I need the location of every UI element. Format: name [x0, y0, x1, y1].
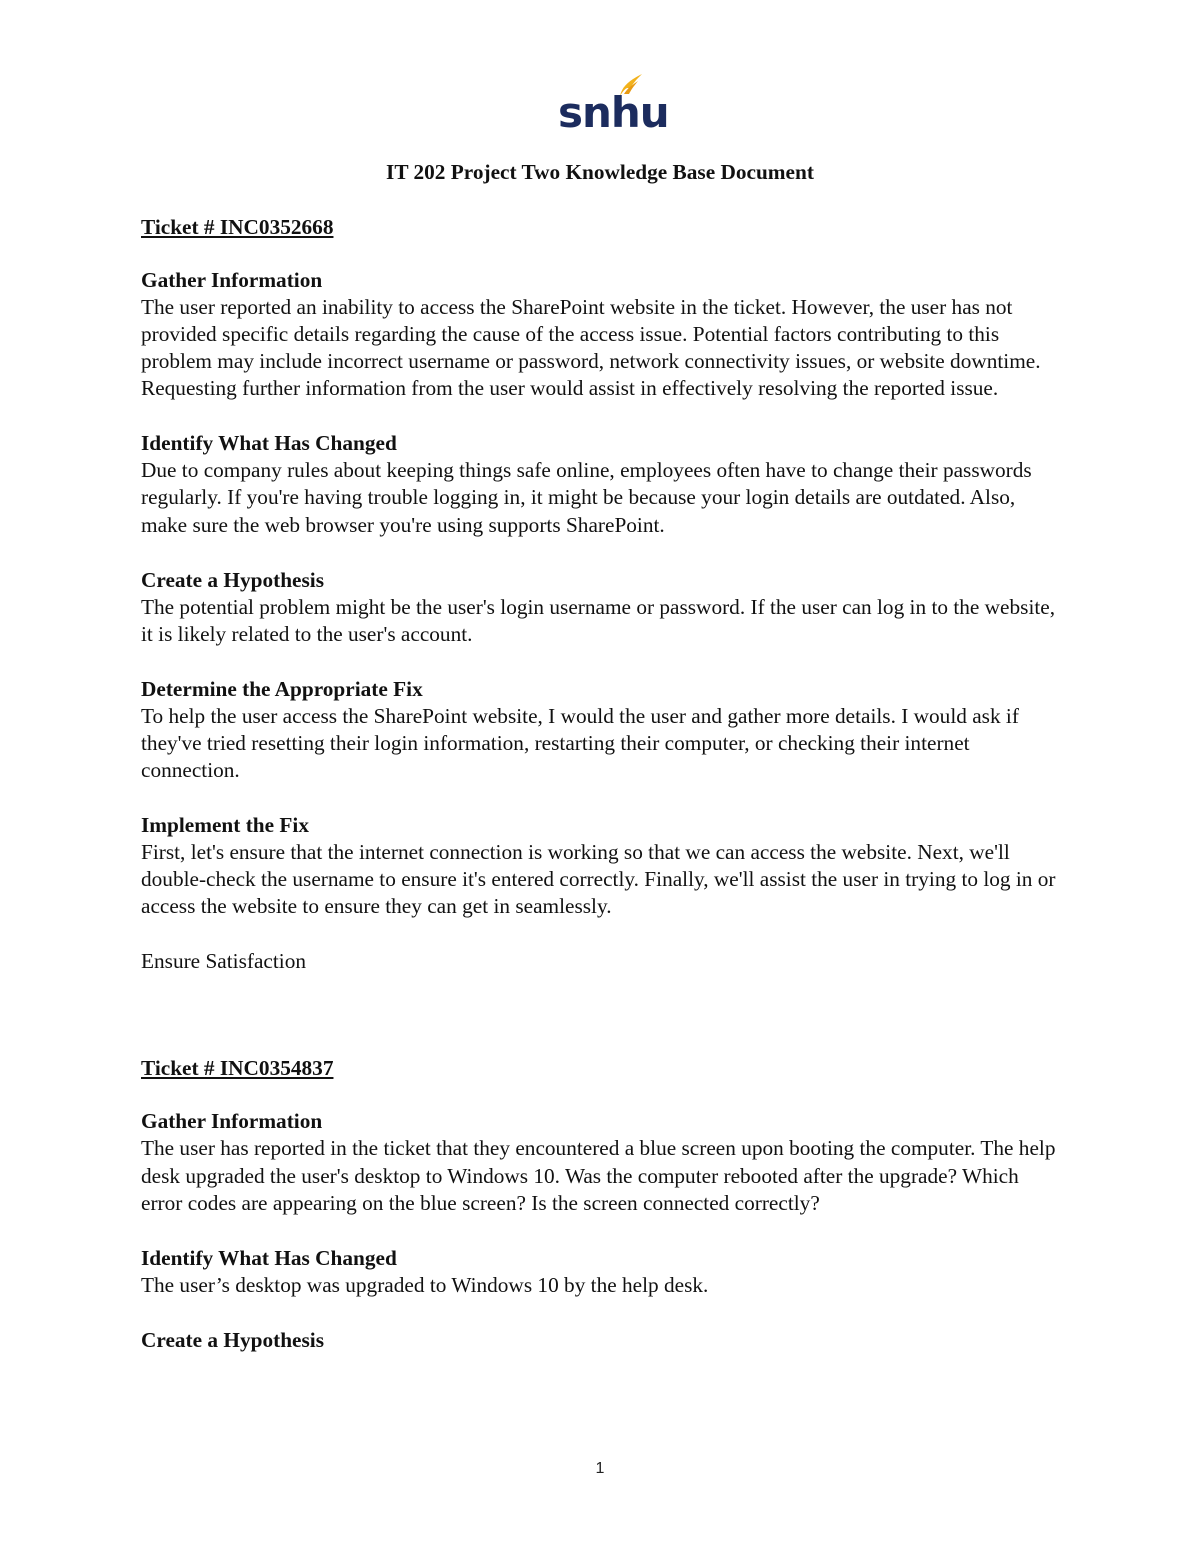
ticket-block	[141, 214, 1061, 975]
section-determine-fix	[141, 676, 1061, 784]
section-identify-what-changed	[141, 1245, 1061, 1299]
logo-text: snhu	[558, 88, 669, 137]
section-heading: Gather Information	[141, 1109, 323, 1134]
document-content	[141, 214, 1061, 1382]
ticket-number: Ticket # INC0352668	[141, 215, 334, 239]
section-implement-fix	[141, 812, 1061, 920]
section-heading: Create a Hypothesis	[141, 567, 324, 592]
section-body: The user’s desktop was upgraded to Windows 10 by the help desk.	[141, 1272, 709, 1297]
section-heading: Gather Information	[141, 268, 323, 292]
section-body: The potential problem might be the user's login username or password. If the user can log in to the website, it is likely related to the user's account.	[141, 594, 1056, 646]
section-body: Due to company rules about keeping things safe online, employees often have to change their passwords regularly. If you're having trouble logging in, it might be because your login details are outdated. Also, make sure the web browser you're using supports SharePoint.	[141, 458, 1032, 537]
section-body: First, let's ensure that the internet connection is working so that we can access the website. Next, we'll double-check the username to ensure it's entered correctly. Finally, we'll assist the user in trying to log in or access the website to ensure they can get in seamlessly.	[141, 840, 1056, 919]
section-heading: Create a Hypothesis	[141, 1327, 324, 1352]
ticket-block	[141, 1055, 1061, 1353]
section-identify-what-changed	[141, 430, 1061, 538]
spacer	[141, 975, 1061, 1055]
section-heading: Identify What Has Changed	[141, 1245, 397, 1270]
section-heading: Identify What Has Changed	[141, 431, 397, 456]
section-body: To help the user access the SharePoint website, I would the user and gather more details. I would ask if they've tried resetting their login information, restarting their computer, or checking their internet connection.	[141, 703, 1019, 783]
ticket-number: Ticket # INC0354837	[141, 1056, 334, 1081]
section-heading: Implement the Fix	[141, 813, 309, 838]
section-body: The user reported an inability to access the SharePoint website in the ticket. However, the user has not provided specific details regarding the cause of the access issue. Potential factors contributing to this problem may include incorrect username or password, network connectivity issues, or website downtime. Requesting further information from the user would assist in effectively resolving the reported issue.	[141, 295, 1041, 401]
snhu-logo	[558, 72, 669, 137]
section-create-hypothesis	[141, 1327, 1061, 1354]
section-create-hypothesis	[141, 567, 1061, 648]
document-title: IT 202 Project Two Knowledge Base Document	[386, 160, 814, 184]
section-gather-information	[141, 267, 1061, 402]
ensure-satisfaction-label: Ensure Satisfaction	[141, 949, 307, 974]
section-gather-information	[141, 1108, 1061, 1216]
section-body: The user has reported in the ticket that they encountered a blue screen upon booting the computer. The help desk upgraded the user's desktop to Windows 10. Was the computer rebooted after the upgrade? Which error codes are appearing on the blue screen? Is the screen connected correctly?	[141, 1136, 1056, 1215]
section-heading: Determine the Appropriate Fix	[141, 676, 423, 701]
page-number: 1	[595, 1460, 605, 1477]
